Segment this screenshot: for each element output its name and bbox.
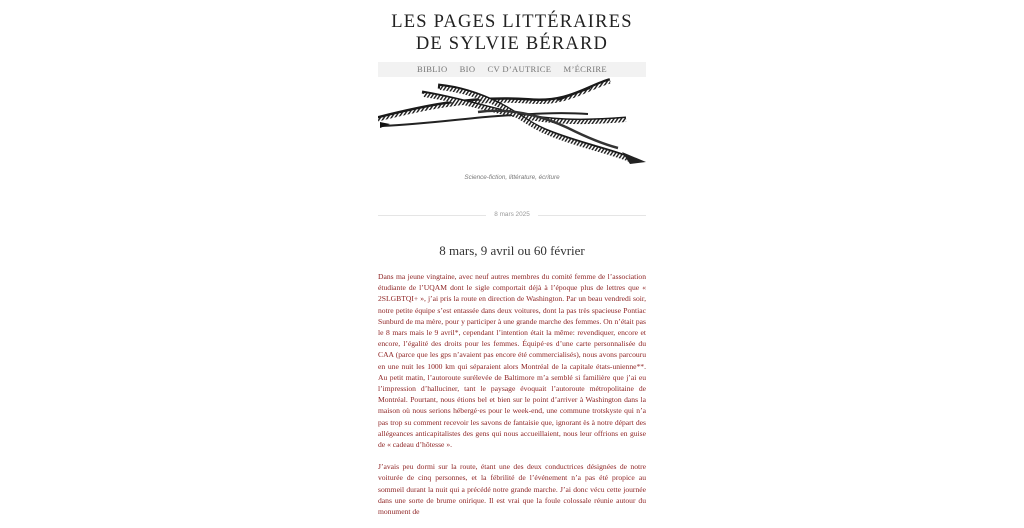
post-paragraph: J’avais peu dormi sur la route, étant une des deux conductrices désignées de notre voiturée de cinq personnes, et la fébrilité de l’événement n’a pas été propice au sommeil durant la nuit qui a précédé notre grande marche. J’ai donc vécu cette journée dans une sorte de brume onirique. Il est vrai que la foule colossale réunie autour du monument de: [378, 462, 646, 517]
header-image: [378, 78, 646, 164]
site-tagline: Science-fiction, littérature, écriture: [464, 174, 560, 181]
page-column: [378, 0, 646, 517]
site-title[interactable]: LES PAGES LITTÉRAIRES DE SYLVIE BÉRARD: [391, 12, 633, 54]
nav-item-contact[interactable]: M’ÉCRIRE: [563, 64, 607, 74]
post-title[interactable]: 8 mars, 9 avril ou 60 février: [439, 243, 585, 258]
nav-item-cv[interactable]: CV D’AUTRICE: [487, 64, 552, 74]
post-date: 8 mars 2025: [491, 211, 533, 218]
nav-item-bio[interactable]: BIO: [459, 64, 476, 74]
main-nav: [378, 62, 646, 77]
post-paragraph: Dans ma jeune vingtaine, avec neuf autres membres du comité femme de l’association étudiante de l’UQAM dont le sigle comportait déjà à l’époque plus de lettres que « 2SLGBTQI+ », j’ai pris la route en direction de Washington. Par un beau vendredi soir, notre petite équipe s’est entassée dans deux voitures, dont la pas très spacieuse Pontiac Sunburd de ma mère, pour y participer à une grande marche des femmes. On n’était pas le 8 mars mais le 9 avril*, cependant l’intention était la même: revendiquer, encore et encore, l’égalité des droits pour les femmes. Équipé·es d’une carte personnalisée du CAA (parce que les gps n’avaient pas encore été commercialisés), nous avons parcouru en une nuit les 1000 km qui séparaient alors Montréal de la capitale états-unienne**. Au petit matin, l’autoroute surélevée de Baltimore m’a semblé si familière que j’ai eu l’impression d’halluciner, tant le paysage évoquait l’autoroute métropolitaine de Montréal. Pourtant, nous étions bel et bien sur le point d’arriver à Washington dans la maison où nous serions hébergé·es pour le week-end, une commune trotskyste qui n’a pas trop su comment recevoir les savons de fantaisie que, ignorant ès à notre départ des allégeances anticapitalistes des gens qui nous accueillaient, nous leur offrions en guise de « cadeau d’hôtesse ».: [378, 272, 646, 450]
post-body: [378, 271, 646, 528]
nav-item-biblio[interactable]: BIBLIO: [417, 64, 448, 74]
post-date-row: [378, 210, 646, 220]
